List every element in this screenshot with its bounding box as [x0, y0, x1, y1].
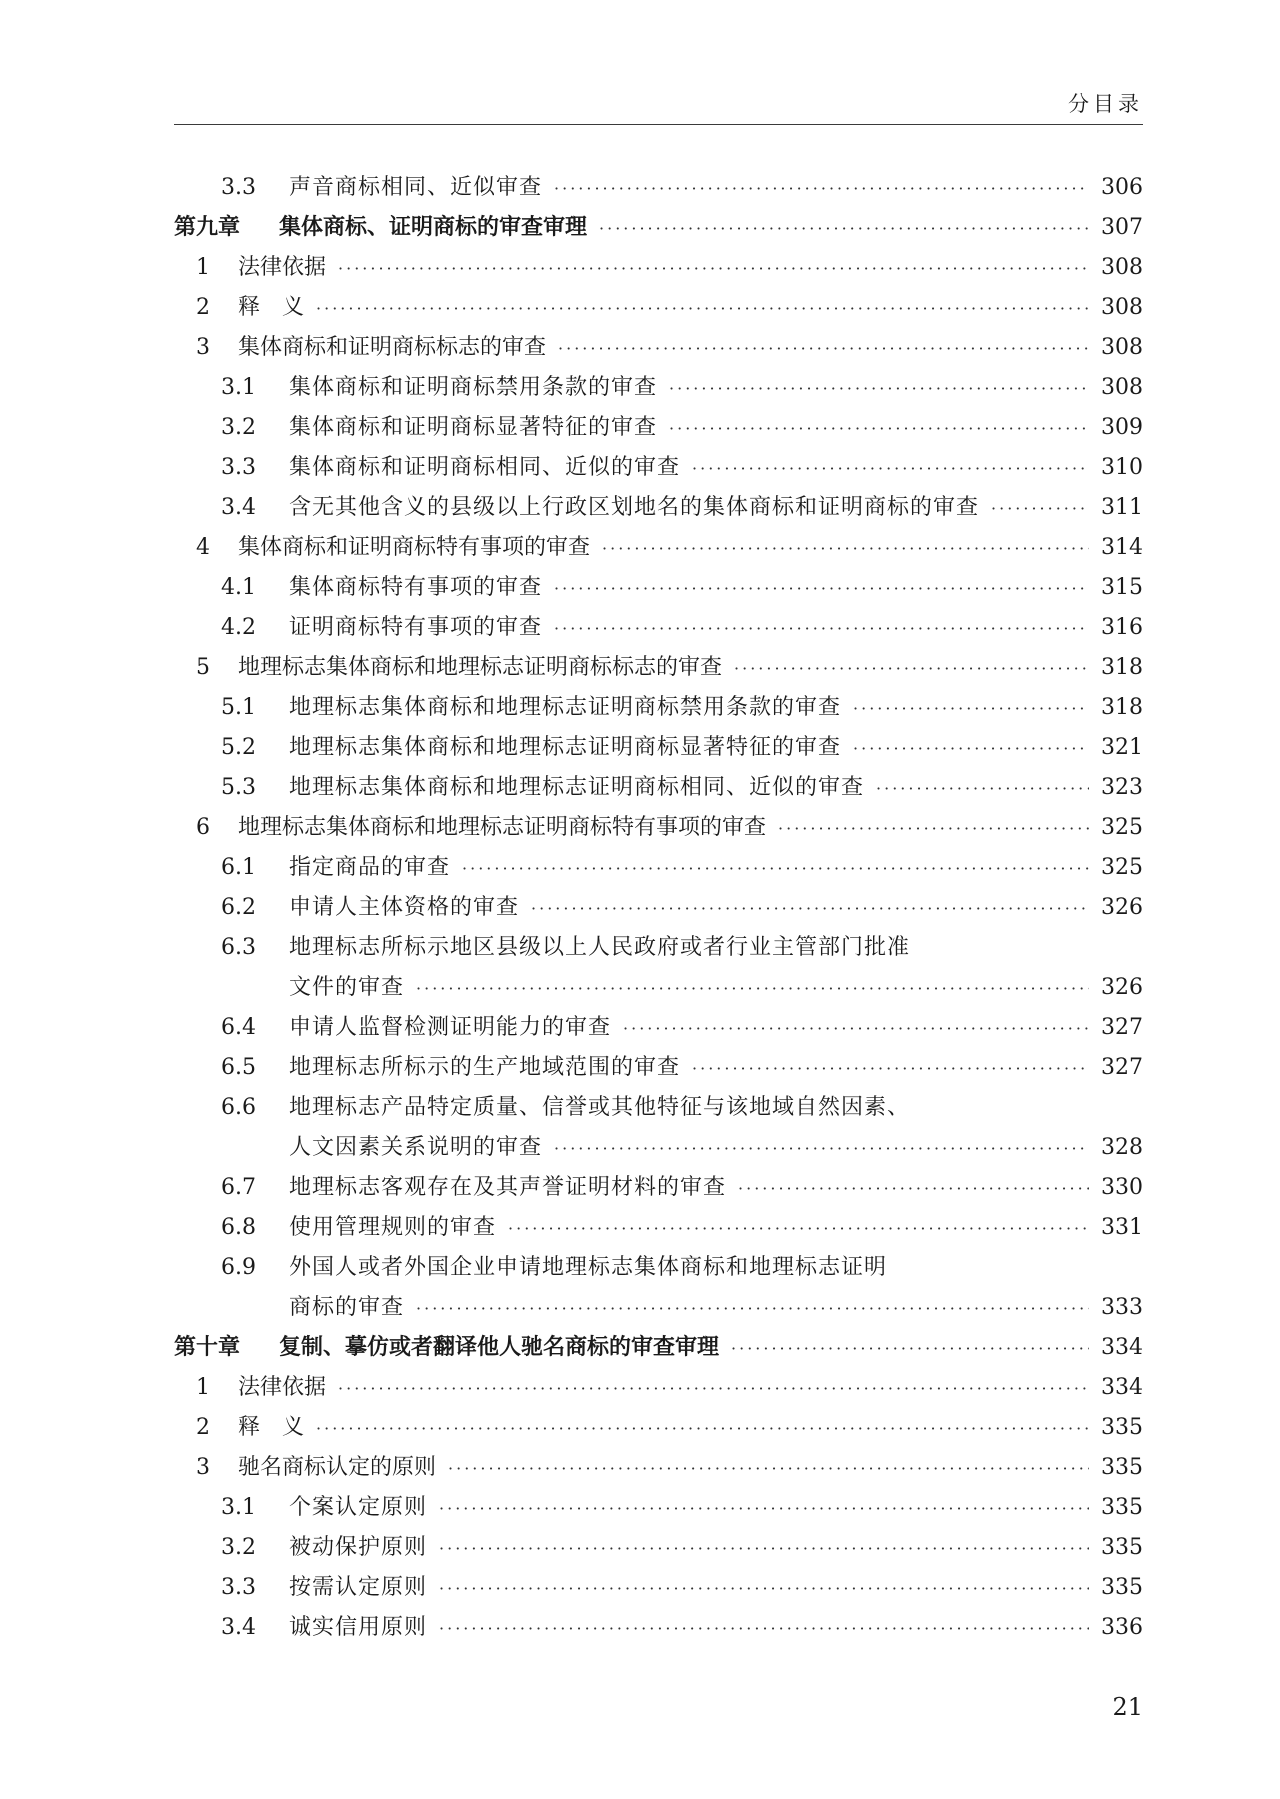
toc-entry[interactable] [174, 1408, 1143, 1448]
toc-entry[interactable] [174, 568, 1143, 608]
toc-entry[interactable] [174, 968, 1143, 1008]
toc-entry[interactable] [174, 928, 1143, 968]
toc-entry[interactable] [174, 1448, 1143, 1488]
dot-leader [508, 1209, 1089, 1249]
toc-entry-page: 327 [1101, 1015, 1143, 1040]
toc-entry-title: 申请人主体资格的审查 [289, 895, 520, 920]
toc-entry-number: 2 [196, 1415, 210, 1440]
dot-leader [439, 1529, 1089, 1569]
dot-leader [623, 1009, 1089, 1049]
toc-entry-title: 含无其他含义的县级以上行政区划地名的集体商标和证明商标的审查 [289, 495, 980, 520]
toc-entry[interactable] [174, 368, 1143, 408]
toc-entry-number: 3 [196, 1455, 210, 1480]
dot-leader [554, 169, 1089, 209]
toc-entry-number: 3.2 [221, 415, 256, 440]
toc-entry-page: 323 [1101, 775, 1143, 800]
toc-entry-page: 331 [1101, 1215, 1143, 1240]
toc-entry-title: 地理标志集体商标和地理标志证明商标相同、近似的审查 [289, 775, 865, 800]
toc-entry-title: 地理标志客观存在及其声誉证明材料的审查 [289, 1175, 727, 1200]
toc-entry-title: 集体商标和证明商标相同、近似的审查 [289, 455, 681, 480]
toc-entry-title: 声音商标相同、近似审查 [289, 175, 543, 200]
toc-entry[interactable] [174, 1168, 1143, 1208]
dot-leader [439, 1489, 1089, 1529]
toc-entry-page: 316 [1101, 615, 1143, 640]
toc-entry-number: 6 [196, 815, 210, 840]
toc-entry[interactable] [174, 528, 1143, 568]
toc-entry-number: 4.1 [221, 575, 256, 600]
toc-entry-page: 310 [1101, 455, 1143, 480]
toc-entry-title: 诚实信用原则 [289, 1615, 428, 1640]
toc-entry[interactable] [174, 168, 1143, 208]
toc-entry-number: 6.5 [221, 1055, 256, 1080]
dot-leader [338, 249, 1089, 289]
toc-entry-page: 308 [1101, 255, 1143, 280]
toc-entry-number: 3.3 [221, 175, 256, 200]
dot-leader [991, 489, 1089, 529]
toc-entry-number: 第十章 [174, 1335, 241, 1360]
toc-entry-page: 335 [1101, 1535, 1143, 1560]
toc-entry-title: 文件的审查 [289, 975, 405, 1000]
toc-entry-page: 334 [1101, 1375, 1143, 1400]
toc-entry[interactable] [174, 1568, 1143, 1608]
toc-entry-number: 5 [196, 655, 210, 680]
toc-entry-page: 336 [1101, 1615, 1143, 1640]
toc-entry[interactable] [174, 1208, 1143, 1248]
toc-entry-page: 308 [1101, 375, 1143, 400]
toc-entry-title: 地理标志集体商标和地理标志证明商标特有事项的审查 [238, 815, 767, 840]
toc-entry-page: 318 [1101, 695, 1143, 720]
dot-leader [692, 1049, 1089, 1089]
toc-entry-page: 321 [1101, 735, 1143, 760]
toc-entry-number: 4 [196, 535, 210, 560]
dot-leader [439, 1569, 1089, 1609]
toc-entry-page: 318 [1101, 655, 1143, 680]
toc-entry-number: 1 [196, 255, 210, 280]
toc-entry-title: 地理标志集体商标和地理标志证明商标显著特征的审查 [289, 735, 842, 760]
toc-entry-page: 328 [1101, 1135, 1143, 1160]
dot-leader [669, 369, 1089, 409]
toc-entry-page: 335 [1101, 1415, 1143, 1440]
toc-entry-title: 集体商标和证明商标显著特征的审查 [289, 415, 658, 440]
toc-entry[interactable] [174, 1048, 1143, 1088]
toc-entry-page: 315 [1101, 575, 1143, 600]
toc-entry-number: 3.4 [221, 495, 256, 520]
toc-entry[interactable] [174, 728, 1143, 768]
dot-leader [554, 1129, 1089, 1169]
dot-leader [602, 529, 1089, 569]
toc-entry-number: 6.9 [221, 1255, 256, 1280]
dot-leader [316, 289, 1089, 329]
toc-entry-page: 308 [1101, 295, 1143, 320]
toc-entry-page: 335 [1101, 1575, 1143, 1600]
dot-leader [669, 409, 1089, 449]
toc-entry-title: 集体商标和证明商标禁用条款的审查 [289, 375, 658, 400]
toc-entry-number: 6.3 [221, 935, 256, 960]
toc-entry-number: 3.1 [221, 375, 256, 400]
dot-leader [338, 1369, 1089, 1409]
toc-entry-number: 2 [196, 295, 210, 320]
dot-leader [731, 1329, 1089, 1369]
toc-entry-number: 6.4 [221, 1015, 256, 1040]
dot-leader [448, 1449, 1089, 1489]
toc-entry[interactable] [174, 848, 1143, 888]
toc-entry-title: 证明商标特有事项的审查 [289, 615, 543, 640]
page-number: 21 [1112, 1693, 1143, 1721]
toc-entry-title: 指定商品的审查 [289, 855, 451, 880]
toc-entry-number: 3 [196, 335, 210, 360]
toc-entry-title: 被动保护原则 [289, 1535, 428, 1560]
toc-entry[interactable] [174, 1328, 1143, 1368]
toc-entry-title: 按需认定原则 [289, 1575, 428, 1600]
toc-entry-title: 集体商标特有事项的审查 [289, 575, 543, 600]
toc-entry-number: 5.2 [221, 735, 256, 760]
dot-leader [853, 689, 1089, 729]
toc-entry-number: 6.6 [221, 1095, 256, 1120]
dot-leader [599, 209, 1089, 249]
toc-entry[interactable] [174, 1288, 1143, 1328]
toc-entry-page: 326 [1101, 895, 1143, 920]
toc-entry-title: 申请人监督检测证明能力的审查 [289, 1015, 612, 1040]
toc-entry-page: 327 [1101, 1055, 1143, 1080]
toc-entry[interactable] [174, 208, 1143, 248]
toc-entry-number: 6.8 [221, 1215, 256, 1240]
toc-entry-title: 集体商标和证明商标标志的审查 [238, 335, 547, 360]
dot-leader [416, 1289, 1089, 1329]
toc-entry[interactable] [174, 1608, 1143, 1648]
toc-entry[interactable] [174, 648, 1143, 688]
dot-leader [416, 969, 1089, 1009]
toc-entry-number: 第九章 [174, 215, 241, 240]
toc-entry-page: 334 [1101, 1335, 1143, 1360]
toc-entry-number: 3.4 [221, 1615, 256, 1640]
toc-entry[interactable] [174, 808, 1143, 848]
toc-entry-page: 335 [1101, 1495, 1143, 1520]
toc-entry-number: 3.3 [221, 455, 256, 480]
dot-leader [778, 809, 1089, 849]
toc-entry-number: 3.3 [221, 1575, 256, 1600]
toc-entry-title: 地理标志所标示的生产地域范围的审查 [289, 1055, 681, 1080]
toc-entry[interactable] [174, 1248, 1143, 1288]
toc-entry-title: 法律依据 [238, 1375, 327, 1400]
toc-entry-title: 使用管理规则的审查 [289, 1215, 497, 1240]
toc-entry-page: 325 [1101, 815, 1143, 840]
toc-entry-page: 326 [1101, 975, 1143, 1000]
toc-entry-page: 335 [1101, 1455, 1143, 1480]
toc-entry-page: 308 [1101, 335, 1143, 360]
toc-entry[interactable] [174, 408, 1143, 448]
toc-entry-title: 地理标志所标示地区县级以上人民政府或者行业主管部门批准 [289, 935, 911, 960]
toc-entry-title: 驰名商标认定的原则 [238, 1455, 437, 1480]
toc-entry-title: 地理标志集体商标和地理标志证明商标禁用条款的审查 [289, 695, 842, 720]
toc-entry-title: 人文因素关系说明的审查 [289, 1135, 543, 1160]
toc-entry-number: 6.1 [221, 855, 256, 880]
toc-entry[interactable] [174, 888, 1143, 928]
toc-entry-page: 309 [1101, 415, 1143, 440]
dot-leader [734, 649, 1089, 689]
toc-entry-title: 个案认定原则 [289, 1495, 428, 1520]
toc-entry[interactable] [174, 328, 1143, 368]
dot-leader [853, 729, 1089, 769]
toc-entry-title: 商标的审查 [289, 1295, 405, 1320]
toc-entry[interactable] [174, 488, 1143, 528]
toc-entry-page: 325 [1101, 855, 1143, 880]
toc-entry-page: 306 [1101, 175, 1143, 200]
toc-entry-title: 集体商标、证明商标的审查审理 [279, 215, 588, 240]
dot-leader [554, 609, 1089, 649]
toc-entry[interactable] [174, 688, 1143, 728]
toc-entry[interactable] [174, 608, 1143, 648]
toc-entry-page: 311 [1101, 495, 1143, 520]
toc-entry[interactable] [174, 448, 1143, 488]
toc-entry[interactable] [174, 248, 1143, 288]
toc-entry-number: 3.2 [221, 1535, 256, 1560]
toc-entry-number: 4.2 [221, 615, 256, 640]
dot-leader [876, 769, 1089, 809]
toc-entry-title: 释 义 [238, 1415, 305, 1440]
toc-entry-title: 释 义 [238, 295, 305, 320]
toc-entry-page: 307 [1101, 215, 1143, 240]
toc-entry-title: 复制、摹仿或者翻译他人驰名商标的审查审理 [279, 1335, 720, 1360]
toc-entry-number: 1 [196, 1375, 210, 1400]
toc-entry-number: 5.3 [221, 775, 256, 800]
toc-entry[interactable] [174, 1368, 1143, 1408]
toc-entry-page: 333 [1101, 1295, 1143, 1320]
dot-leader [554, 569, 1089, 609]
toc-entry[interactable] [174, 1488, 1143, 1528]
dot-leader [316, 1409, 1089, 1449]
toc-entry-page: 330 [1101, 1175, 1143, 1200]
header-title: 分目录 [1068, 92, 1143, 116]
toc-entry-title: 地理标志集体商标和地理标志证明商标标志的审查 [238, 655, 723, 680]
toc-entry-title: 集体商标和证明商标特有事项的审查 [238, 535, 591, 560]
toc-entry-number: 6.7 [221, 1175, 256, 1200]
toc-entry-page: 314 [1101, 535, 1143, 560]
toc-entry[interactable] [174, 768, 1143, 808]
toc-entry[interactable] [174, 1128, 1143, 1168]
toc-entry[interactable] [174, 288, 1143, 328]
table-of-contents [174, 168, 1143, 1648]
toc-entry[interactable] [174, 1528, 1143, 1568]
dot-leader [462, 849, 1089, 889]
toc-entry-title: 外国人或者外国企业申请地理标志集体商标和地理标志证明 [289, 1255, 888, 1280]
toc-entry-number: 5.1 [221, 695, 256, 720]
dot-leader [692, 449, 1089, 489]
toc-entry-title: 地理标志产品特定质量、信誉或其他特征与该地域自然因素、 [289, 1095, 911, 1120]
toc-entry-number: 6.2 [221, 895, 256, 920]
dot-leader [531, 889, 1089, 929]
dot-leader [738, 1169, 1089, 1209]
dot-leader [439, 1609, 1089, 1649]
toc-entry-title: 法律依据 [238, 255, 327, 280]
toc-entry-number: 3.1 [221, 1495, 256, 1520]
toc-entry[interactable] [174, 1008, 1143, 1048]
running-header [174, 82, 1143, 125]
toc-entry[interactable] [174, 1088, 1143, 1128]
dot-leader [558, 329, 1089, 369]
